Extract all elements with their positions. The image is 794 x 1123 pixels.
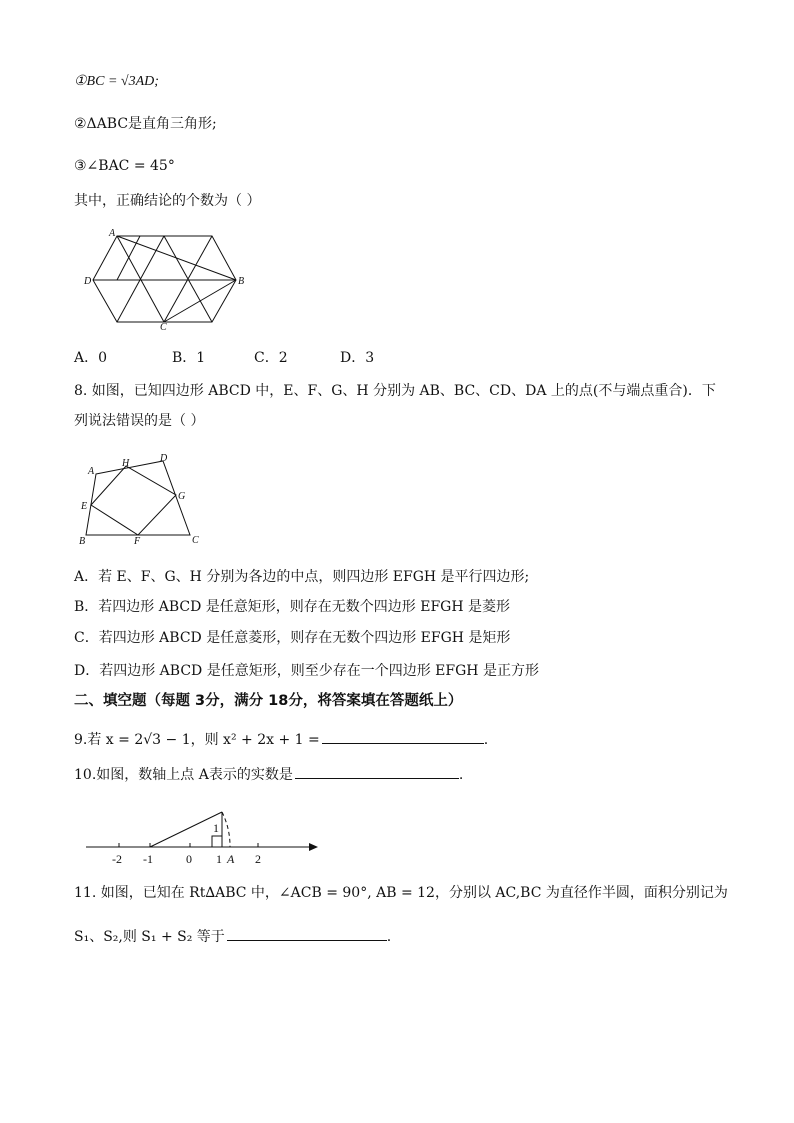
q8-figure <box>74 450 204 550</box>
q8-stem-line2: 列说法错误的是（ ） <box>74 413 205 429</box>
q9-line <box>74 729 488 750</box>
q7-label-A: A <box>109 228 116 239</box>
q10-end: . <box>458 767 464 783</box>
q11-stem-line2: S₁、S₂,则 S₁ + S₂ 等于 <box>74 929 225 945</box>
q10-number-line-figure <box>80 800 330 870</box>
q7-option-a[interactable]: A．0 <box>74 350 108 366</box>
q8-option-a[interactable]: A．若 E、F、G、H 分别为各边的中点，则四边形 EFGH 是平行四边形; <box>74 569 530 585</box>
q10-line <box>74 764 463 785</box>
q9-text: 9.若 x = 2√3 − 1，则 x² + 2x + 1 = <box>74 732 320 748</box>
q7-label-C: C <box>160 322 167 333</box>
q8-label-B: B <box>79 536 86 547</box>
q7-label-B: B <box>238 276 245 287</box>
q8-option-b[interactable]: B．若四边形 ABCD 是任意矩形，则存在无数个四边形 EFGH 是菱形 <box>74 599 511 615</box>
q10-tick-m2: -2 <box>112 852 122 866</box>
q10-tick-m1: -1 <box>143 852 153 866</box>
q8-label-F: F <box>134 536 141 547</box>
q8-label-D: D <box>160 453 168 464</box>
q7-label-D: D <box>84 276 92 287</box>
q10-side-label: 1 <box>213 821 219 835</box>
q7-figure <box>80 226 250 334</box>
q7-options <box>74 348 374 368</box>
q7-option-c[interactable]: C．2 <box>254 350 288 366</box>
q8-stem-line1: 8. 如图，已知四边形 ABCD 中，E、F、G、H 分别为 AB、BC、CD、DA 上的点(不与端点重合)．下 <box>74 383 716 399</box>
q9-end: . <box>483 732 489 748</box>
section-heading-fill-in: 二、填空题（每题 3分，满分 18分，将答案填在答题纸上） <box>74 693 463 709</box>
q10-point-A-label: A <box>227 852 235 866</box>
q10-text: 10.如图，数轴上点 A表示的实数是 <box>74 767 293 783</box>
q10-tick-0: 0 <box>186 852 192 866</box>
q11-stem-line1: 11. 如图，已知在 Rt∆ABC 中，∠ACB = 90°, AB = 12，分别以 AC,BC 为直径作半圆，面积分别记为 <box>74 885 728 901</box>
q8-option-c[interactable]: C．若四边形 ABCD 是任意菱形，则存在无数个四边形 EFGH 是矩形 <box>74 630 511 646</box>
q7-question: 其中，正确结论的个数为（ ） <box>74 193 261 209</box>
q11-answer-blank[interactable] <box>227 926 387 941</box>
q7-option-b[interactable]: B．1 <box>172 350 206 366</box>
q8-option-d[interactable]: D．若四边形 ABCD 是任意矩形，则至少存在一个四边形 EFGH 是正方形 <box>74 663 539 679</box>
q8-label-E: E <box>81 501 88 512</box>
q10-tick-2: 2 <box>255 852 261 866</box>
q7-statement-2: ②ΔABC是直角三角形; <box>74 116 217 132</box>
q7-statement-1: ①BC = √3AD; <box>74 74 159 89</box>
q7-option-d[interactable]: D．3 <box>340 350 375 366</box>
q10-answer-blank[interactable] <box>295 764 459 779</box>
q8-label-H: H <box>122 458 130 469</box>
q8-label-G: G <box>178 491 186 502</box>
q8-label-C: C <box>192 535 199 546</box>
q11-end: . <box>386 929 392 945</box>
q8-label-A: A <box>88 466 95 477</box>
q7-statement-3: ③∠BAC = 45° <box>74 158 175 174</box>
q9-answer-blank[interactable] <box>322 729 484 744</box>
q11-line2 <box>74 926 391 947</box>
q10-tick-1: 1 <box>216 852 222 866</box>
q10-axis-arrow-icon <box>309 843 318 851</box>
